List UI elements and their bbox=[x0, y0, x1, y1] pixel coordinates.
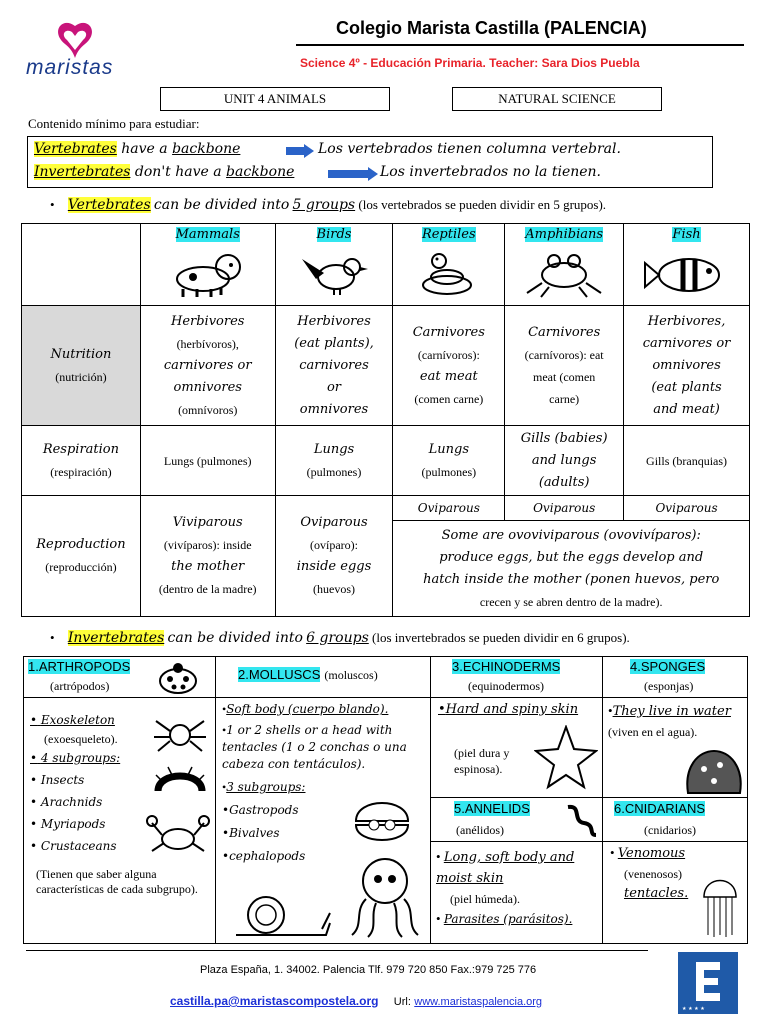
list-item: • Parasites (parásitos). bbox=[436, 911, 573, 926]
cell-line: (vivíparos): inside bbox=[163, 538, 252, 552]
row-label-es: (nutrición) bbox=[55, 369, 107, 384]
sponge-icon bbox=[684, 747, 744, 800]
jellyfish-icon bbox=[700, 875, 740, 944]
centipede-icon bbox=[152, 761, 208, 806]
cell-line: omnivores bbox=[652, 357, 721, 373]
nutrition-amphibians bbox=[505, 306, 624, 426]
bullet-text: 6 groups bbox=[306, 630, 369, 646]
octopus-icon bbox=[348, 855, 422, 944]
bullet-text: can be divided into bbox=[167, 630, 303, 646]
vertebrates-table bbox=[21, 223, 750, 617]
sponges-es: (esponjas) bbox=[644, 679, 694, 693]
respiration-reptiles bbox=[393, 426, 505, 496]
bird-icon bbox=[277, 249, 392, 304]
sponges-title: 4.SPONGES bbox=[630, 659, 706, 674]
bullet-text: 5 groups bbox=[292, 197, 356, 213]
subject-label: NATURAL SCIENCE bbox=[498, 91, 616, 106]
arthropods-list bbox=[30, 709, 150, 857]
nutrition-fish bbox=[624, 306, 750, 426]
cell-line: the mother bbox=[171, 559, 245, 574]
cell-line: (huevos) bbox=[313, 582, 355, 596]
respiration-mammals bbox=[140, 426, 275, 496]
row-label-reproduction bbox=[22, 496, 141, 617]
unit-box bbox=[160, 87, 390, 111]
cell-line: (carnívoros): eat bbox=[524, 347, 604, 362]
respiration-birds bbox=[275, 426, 393, 496]
cell-line: Oviparous bbox=[417, 501, 480, 515]
cell-line: (dentro de la madre) bbox=[158, 582, 257, 596]
footer-rule bbox=[26, 950, 648, 951]
cell-line: Viviparous bbox=[172, 515, 243, 530]
list-item: (piel húmeda). bbox=[450, 892, 520, 906]
footer-links bbox=[170, 994, 542, 1008]
cell-line: (adults) bbox=[538, 474, 590, 490]
vertebrates-term: Vertebrates bbox=[67, 197, 151, 213]
list-item: (venenosos) bbox=[624, 867, 682, 881]
cell-line: carne) bbox=[549, 391, 580, 406]
annelids-list bbox=[436, 847, 598, 929]
footer-address: Plaza España, 1. 34002. Palencia Tlf. 979 720 850 Fax.:979 725 776 bbox=[200, 964, 537, 976]
cell-line: (ovíparo): bbox=[310, 538, 358, 552]
fish-icon bbox=[625, 249, 748, 304]
reproduction-birds bbox=[275, 496, 393, 617]
cell-line: Gills (branquias) bbox=[646, 453, 728, 468]
molluscs-es: (moluscos) bbox=[324, 668, 378, 682]
echinoderms-title: 3.ECHINODERMS bbox=[452, 659, 561, 674]
row-label-es: (respiración) bbox=[50, 464, 112, 479]
cell-line: Carnivores bbox=[528, 324, 601, 340]
list-item: • Venomous bbox=[610, 845, 686, 861]
cell-line: Lungs bbox=[428, 441, 469, 457]
cell-line: or bbox=[326, 379, 342, 395]
cell-line: Oviparous bbox=[655, 501, 718, 515]
invertebrates-term: Invertebrates bbox=[67, 630, 165, 646]
ladybug-icon bbox=[150, 661, 206, 700]
list-item: •cephalopods bbox=[222, 849, 306, 863]
cell-line: Herbivores bbox=[170, 313, 245, 329]
arthropods-title: 1.ARTHROPODS bbox=[28, 659, 131, 674]
respiration-amphibians bbox=[505, 426, 624, 496]
website-link[interactable]: www.maristaspalencia.org bbox=[414, 996, 543, 1008]
vertebrates-term: Vertebrates bbox=[34, 141, 117, 157]
frog-icon bbox=[506, 249, 622, 304]
spider-icon bbox=[152, 713, 208, 760]
list-item: tentacles. bbox=[624, 886, 689, 901]
group-amphibians bbox=[505, 224, 624, 306]
row-label: Nutrition bbox=[50, 346, 112, 362]
cell-line: omnivores bbox=[173, 379, 242, 395]
empty-corner bbox=[22, 224, 141, 306]
cell-line: carnivores or bbox=[642, 335, 731, 351]
echinoderms-item-es: (piel dura y espinosa). bbox=[454, 746, 510, 776]
group-mammals bbox=[140, 224, 275, 306]
intro-text: backbone bbox=[226, 164, 295, 180]
reproduction-amphibians bbox=[505, 496, 624, 521]
list-item: • Myriapods bbox=[30, 817, 106, 831]
cell-line: eat meat bbox=[419, 368, 478, 384]
subject-box bbox=[452, 87, 662, 111]
invertebrates-bullet: • Invertebrates can be divided into 6 groups (los invertebrados se pueden dividir en 6 grupos). bbox=[50, 630, 630, 646]
cell-line: produce eggs, but the eggs develop and bbox=[439, 549, 704, 565]
cell-line: (omnívoros) bbox=[178, 402, 238, 417]
row-label: Respiration bbox=[42, 441, 120, 457]
snail-icon bbox=[226, 893, 336, 944]
list-item: • Arachnids bbox=[30, 795, 103, 809]
header-subtitle: Science 4º - Educación Primaria. Teacher: Sara Dios Puebla bbox=[300, 56, 640, 70]
school-name: Colegio Marista Castilla (PALENCIA) bbox=[336, 18, 647, 38]
cell-line: Gills (babies) bbox=[520, 430, 608, 446]
cell-line: (comen carne) bbox=[414, 391, 484, 406]
cell-line: (herbívoros), bbox=[176, 336, 239, 351]
cell-line: Carnivores bbox=[412, 324, 485, 340]
echinoderms-es: (equinodermos) bbox=[468, 679, 544, 693]
starfish-icon bbox=[534, 725, 598, 796]
invertebrates-table bbox=[23, 656, 748, 944]
cell-line: (eat plants), bbox=[294, 335, 374, 351]
cell-line: carnivores or bbox=[163, 357, 252, 373]
list-item: • Crustaceans bbox=[30, 839, 117, 853]
bullet-text-es: (los invertebrados se pueden dividir en 6 grupos). bbox=[372, 630, 630, 645]
cell-line: Lungs (pulmones) bbox=[163, 453, 252, 468]
clam-icon bbox=[350, 791, 414, 856]
list-item: • 4 subgroups: bbox=[30, 751, 121, 765]
cell-line: Lungs bbox=[313, 441, 355, 457]
group-title: Birds bbox=[316, 227, 352, 242]
list-item: (exoesqueleto). bbox=[44, 732, 118, 746]
cell-line: Oviparous bbox=[533, 501, 596, 515]
dog-icon bbox=[142, 249, 274, 304]
cell-line: (pulmones) bbox=[421, 464, 477, 479]
annelids-title: 5.ANNELIDS bbox=[454, 801, 530, 816]
intro-line-1 bbox=[34, 141, 240, 157]
intro-label: Contenido mínimo para estudiar: bbox=[28, 116, 200, 131]
arrow-icon bbox=[286, 144, 314, 163]
nutrition-reptiles bbox=[393, 306, 505, 426]
intro-box bbox=[27, 136, 713, 188]
arthropods-es: (artrópodos) bbox=[50, 679, 110, 693]
logo-text: maristas bbox=[26, 56, 114, 79]
worm-icon bbox=[562, 801, 600, 844]
group-reptiles bbox=[393, 224, 505, 306]
unit-label: UNIT 4 ANIMALS bbox=[223, 91, 327, 106]
intro-line-2 bbox=[34, 164, 294, 180]
intro-line-1-es: Los vertebrados tienen columna vertebral. bbox=[318, 141, 621, 157]
intro-text: backbone bbox=[172, 141, 241, 157]
email-link[interactable]: castilla.pa@maristascompostela.org bbox=[170, 994, 379, 1008]
svg-text:★ ★ ★ ★: ★ ★ ★ ★ bbox=[682, 1006, 705, 1012]
sponges-item: •They live in water (viven en el agua). bbox=[608, 703, 731, 739]
cell-line: Oviparous bbox=[300, 515, 368, 530]
group-title: Reptiles bbox=[421, 227, 476, 242]
respiration-fish bbox=[624, 426, 750, 496]
list-item: •Soft body (cuerpo blando). bbox=[222, 702, 389, 716]
cell-line: Herbivores, bbox=[647, 313, 726, 329]
cell-line: Herbivores bbox=[297, 313, 371, 329]
cell-line: omnivores bbox=[299, 401, 369, 417]
cell-line: Some are ovoviviparous (ovovivíparos): bbox=[441, 527, 701, 543]
row-label-es: (reproducción) bbox=[45, 560, 117, 574]
cell-line: hatch inside the mother (ponen huevos, pero bbox=[423, 571, 720, 587]
group-title: Mammals bbox=[175, 227, 240, 242]
row-label-nutrition bbox=[22, 306, 141, 426]
list-item: •1 or 2 shells or a head with tentacles (1 o 2 conchas o una cabeza con tentáculos). bbox=[222, 723, 407, 771]
cell-line: meat (comen bbox=[533, 369, 596, 384]
cell-line: crecen y se abren dentro de la madre). bbox=[479, 594, 663, 609]
arthropods-note: (Tienen que saber alguna características de cada subgrupo). bbox=[36, 867, 198, 896]
reproduction-fish bbox=[624, 496, 750, 521]
list-item: • Insects bbox=[30, 773, 85, 787]
reproduction-reptiles bbox=[393, 496, 505, 521]
header-rule bbox=[296, 44, 744, 46]
group-title: Fish bbox=[672, 227, 701, 242]
nutrition-birds bbox=[275, 306, 393, 426]
row-label: Reproduction bbox=[36, 537, 126, 552]
group-fish bbox=[624, 224, 750, 306]
url-label: Url: bbox=[393, 996, 411, 1008]
list-item: •3 subgroups: bbox=[222, 780, 306, 794]
arrow-icon bbox=[328, 167, 378, 186]
bullet-text: can be divided into bbox=[153, 197, 290, 213]
intro-text: have a bbox=[121, 141, 168, 157]
group-title: Amphibians bbox=[525, 227, 604, 242]
cell-line: and lungs bbox=[531, 452, 597, 468]
list-item: •Gastropods bbox=[222, 803, 299, 817]
cell-line: (eat plants bbox=[651, 379, 722, 395]
cell-line: (pulmones) bbox=[306, 464, 362, 479]
intro-line-2-es: Los invertebrados no la tienen. bbox=[380, 164, 602, 180]
invertebrates-term: Invertebrates bbox=[34, 164, 131, 180]
reproduction-mammals bbox=[140, 496, 275, 617]
excellence-badge bbox=[678, 952, 738, 1014]
cell-line: carnivores bbox=[299, 357, 369, 373]
echinoderms-item: •Hard and spiny skin bbox=[438, 702, 579, 717]
maristas-logo bbox=[20, 18, 130, 82]
cell-line: (carnívoros): bbox=[417, 347, 480, 362]
molluscs-header bbox=[238, 666, 378, 684]
row-label-respiration bbox=[22, 426, 141, 496]
intro-text: don't have a bbox=[134, 164, 222, 180]
molluscs-title: 2.MOLLUSCS bbox=[238, 667, 321, 682]
cnidarians-es: (cnidarios) bbox=[644, 823, 696, 837]
annelids-es: (anélidos) bbox=[456, 823, 504, 837]
list-item: • Long, soft body and moist skin bbox=[436, 849, 575, 886]
list-item: •Bivalves bbox=[222, 826, 280, 840]
bullet-text-es: (los vertebrados se pueden dividir en 5 grupos). bbox=[358, 197, 607, 212]
reproduction-shared bbox=[393, 521, 750, 617]
cnidarians-title: 6.CNIDARIANS bbox=[614, 801, 706, 816]
group-birds bbox=[275, 224, 393, 306]
crab-icon bbox=[146, 813, 210, 862]
cell-line: inside eggs bbox=[296, 559, 372, 574]
list-item: • Exoskeleton bbox=[30, 713, 115, 727]
cell-line: and meat) bbox=[653, 401, 720, 417]
nutrition-mammals bbox=[140, 306, 275, 426]
vertebrates-bullet: • Vertebrates can be divided into 5 groups (los vertebrados se pueden dividir en 5 grupos). bbox=[50, 197, 607, 213]
snake-icon bbox=[394, 249, 503, 304]
